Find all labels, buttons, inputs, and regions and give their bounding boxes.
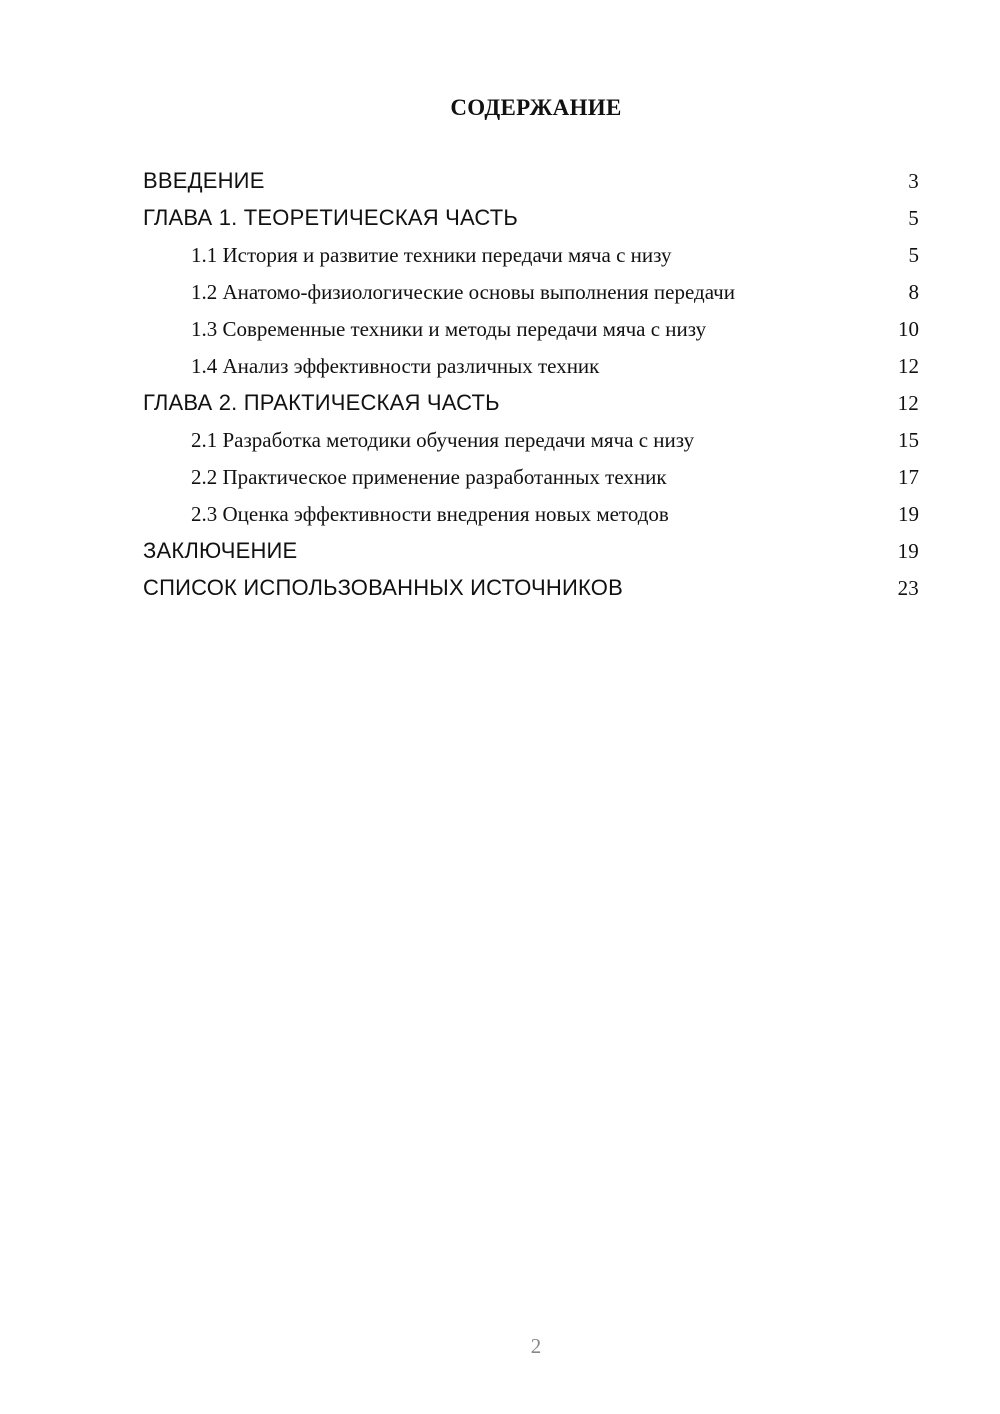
- toc-entry-label: СПИСОК ИСПОЛЬЗОВАННЫХ ИСТОЧНИКОВ: [143, 575, 623, 600]
- toc-entry-page: 5: [908, 206, 919, 230]
- toc-entry-label: ВВЕДЕНИЕ: [143, 168, 265, 193]
- toc-entry-label: 2.3 Оценка эффективности внедрения новых методов: [191, 502, 669, 526]
- toc-entry-page: 10: [898, 317, 919, 341]
- toc-entry-page: 19: [897, 539, 919, 563]
- toc-entry[interactable]: [143, 390, 919, 416]
- toc-entry[interactable]: [143, 464, 919, 490]
- toc-entry[interactable]: [143, 501, 919, 527]
- toc-entry-label: ГЛАВА 1. ТЕОРЕТИЧЕСКАЯ ЧАСТЬ: [143, 205, 519, 230]
- toc-entry-label: ЗАКЛЮЧЕНИЕ: [143, 538, 298, 563]
- toc-entry-page: 19: [898, 502, 919, 526]
- toc-entry[interactable]: [143, 316, 919, 342]
- toc-entry[interactable]: [143, 205, 919, 231]
- toc-entry[interactable]: [143, 242, 919, 268]
- toc-entry-label: 1.2 Анатомо-физиологические основы выполнения передачи: [191, 280, 735, 304]
- toc-entry[interactable]: [143, 279, 919, 305]
- toc-entry-page: 5: [908, 243, 919, 267]
- table-of-contents: [143, 168, 919, 612]
- toc-entry-page: 15: [898, 428, 919, 452]
- toc-entry-label: 1.3 Современные техники и методы передачи мяча с низу: [191, 317, 707, 341]
- toc-entry[interactable]: [143, 168, 919, 194]
- toc-entry[interactable]: [143, 538, 919, 564]
- page-number: 2: [530, 1334, 542, 1358]
- toc-title: СОДЕРЖАНИЕ: [450, 95, 622, 120]
- toc-entry[interactable]: [143, 575, 919, 601]
- toc-entry-page: 23: [897, 576, 919, 600]
- toc-entry-label: 2.2 Практическое применение разработанных техник: [191, 465, 667, 489]
- toc-entry-page: 12: [897, 391, 919, 415]
- toc-entry-page: 17: [898, 465, 919, 489]
- toc-entry-label: 1.1 История и развитие техники передачи мяча с низу: [191, 243, 672, 267]
- toc-entry-label: ГЛАВА 2. ПРАКТИЧЕСКАЯ ЧАСТЬ: [143, 390, 500, 415]
- toc-entry[interactable]: [143, 353, 919, 379]
- toc-entry-label: 1.4 Анализ эффективности различных техник: [191, 354, 600, 378]
- toc-entry[interactable]: [143, 427, 919, 453]
- toc-entry-page: 3: [908, 169, 919, 193]
- toc-entry-page: 8: [908, 280, 919, 304]
- toc-entry-page: 12: [898, 354, 919, 378]
- toc-entry-label: 2.1 Разработка методики обучения передачи мяча с низу: [191, 428, 695, 452]
